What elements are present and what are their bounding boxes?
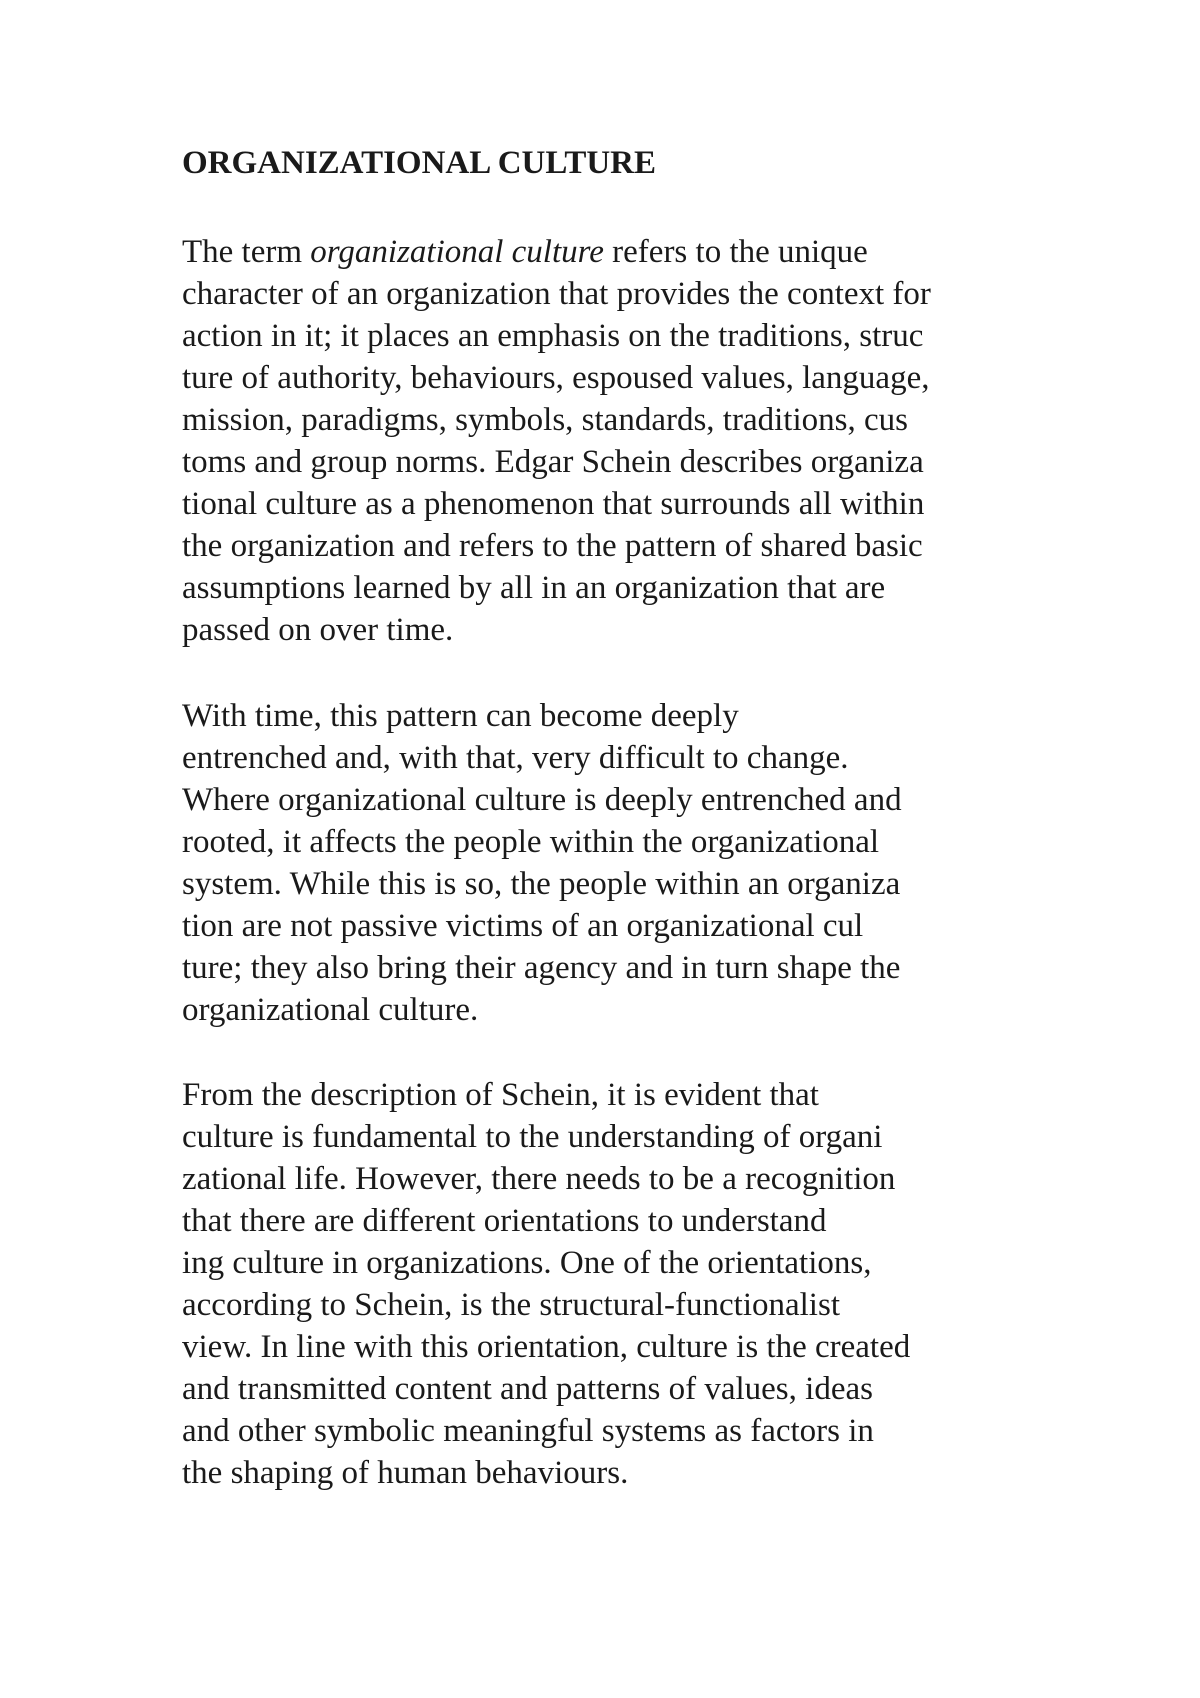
paragraph-3 (182, 1074, 910, 1494)
paragraph-line: toms and group norms. Edgar Schein describes organiza (182, 444, 924, 480)
paragraph-line: With time, this pattern can become deeply (182, 698, 739, 734)
paragraph-line: entrenched and, with that, very difficult to change. (182, 740, 849, 776)
paragraph-line: tion are not passive victims of an organizational cul (182, 908, 864, 944)
paragraph-line: action in it; it places an emphasis on the traditions, struc (182, 318, 924, 354)
paragraph-1 (182, 231, 931, 651)
paragraph-line: and other symbolic meaningful systems as factors in (182, 1413, 874, 1449)
paragraph-line: mission, paradigms, symbols, standards, traditions, cus (182, 402, 908, 438)
text-run: The term (182, 234, 311, 270)
paragraph-line: tional culture as a phenomenon that surrounds all within (182, 486, 925, 522)
paragraph-line: character of an organization that provides the context for (182, 276, 931, 312)
paragraph-line: system. While this is so, the people within an organiza (182, 866, 901, 902)
paragraph-1-line-1 (182, 231, 931, 273)
paragraph-line: ture; they also bring their agency and in turn shape the (182, 950, 901, 986)
paragraph-line: rooted, it affects the people within the organizational (182, 824, 880, 860)
paragraph-line: the shaping of human behaviours. (182, 1455, 629, 1491)
paragraph-line: ing culture in organizations. One of the orientations, (182, 1245, 872, 1281)
paragraph-line: passed on over time. (182, 612, 454, 648)
paragraph-line: view. In line with this orientation, culture is the created (182, 1329, 911, 1365)
paragraph-line: according to Schein, is the structural-functionalist (182, 1287, 840, 1323)
paragraph-2 (182, 695, 902, 1031)
paragraph-line: Where organizational culture is deeply entrenched and (182, 782, 902, 818)
paragraph-line: the organization and refers to the pattern of shared basic (182, 528, 923, 564)
paragraph-line: ture of authority, behaviours, espoused values, language, (182, 360, 930, 396)
emphasized-term: organizational culture (310, 234, 604, 270)
paragraph-line: From the description of Schein, it is evident that (182, 1077, 819, 1113)
paragraph-line: and transmitted content and patterns of values, ideas (182, 1371, 873, 1407)
paragraph-line: culture is fundamental to the understanding of organi (182, 1119, 883, 1155)
text-run: refers to the unique (603, 234, 868, 270)
paragraph-line: that there are different orientations to understand (182, 1203, 827, 1239)
document-title: ORGANIZATIONAL CULTURE (182, 145, 657, 181)
paragraph-line: organizational culture. (182, 992, 479, 1028)
paragraph-line: assumptions learned by all in an organization that are (182, 570, 886, 606)
paragraph-line: zational life. However, there needs to be a recognition (182, 1161, 896, 1197)
